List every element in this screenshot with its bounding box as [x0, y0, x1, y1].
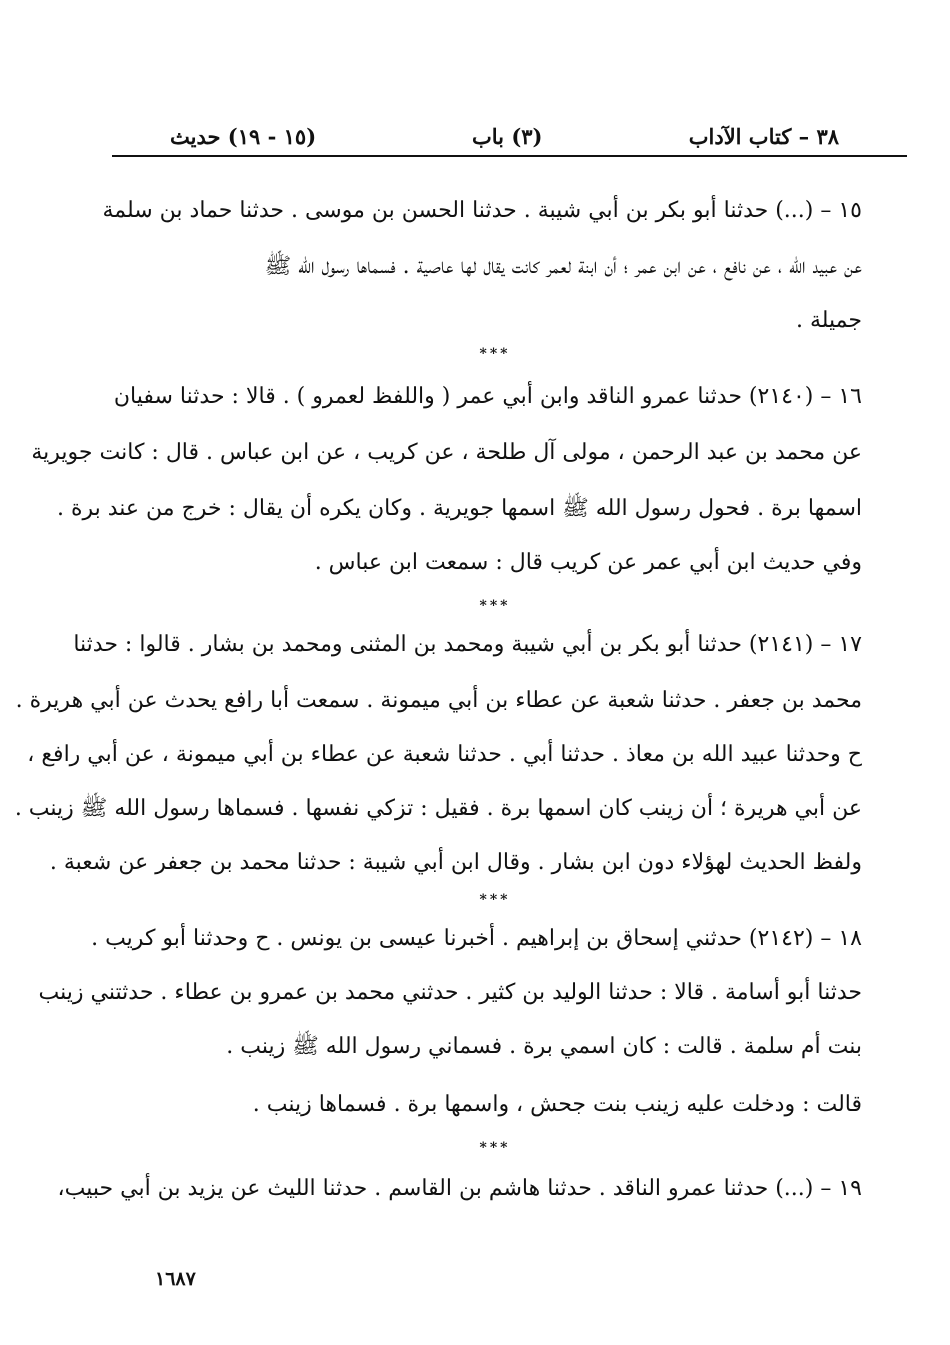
- text-line: ١٧ – (٢١٤١) حدثنا أبو بكر بن أبي شيبة ومحمد بن المثنى ومحمد بن بشار . قالوا : حدثنا: [73, 632, 862, 657]
- text-line: عن عبيد الله ، عن نافع ، عن ابن عمر ؛ أن ابنة لعمر كانت يقال لها عاصية . فسماها رسول الله ﷺ: [264, 254, 862, 279]
- section-separator: ***: [479, 346, 511, 362]
- section-separator: ***: [479, 892, 511, 908]
- text-line: قالت : ودخلت عليه زينب بنت جحش ، واسمها برة . فسماها زينب .: [252, 1092, 862, 1117]
- text-line: ١٩ – (...) حدثنا عمرو الناقد . حدثنا هاشم بن القاسم . حدثنا الليث عن يزيد بن أبي حبيب،: [57, 1176, 862, 1201]
- chapter-header: (٣) باب: [472, 124, 543, 149]
- text-line: ١٨ – (٢١٤٢) حدثني إسحاق بن إبراهيم . أخبرنا عيسى بن يونس . ح وحدثنا أبو كريب .: [91, 926, 862, 951]
- text-line: ١٥ – (...) حدثنا أبو بكر بن أبي شيبة . حدثنا الحسن بن موسى . حدثنا حماد بن سلمة: [102, 198, 862, 223]
- section-separator: ***: [479, 598, 511, 614]
- running-header: [112, 118, 907, 156]
- text-line: ١٦ – (٢١٤٠) حدثنا عمرو الناقد وابن أبي عمر ( واللفظ لعمرو ) . قالا : حدثنا سفيان: [113, 384, 862, 409]
- text-line: عن محمد بن عبد الرحمن ، مولى آل طلحة ، عن كريب ، عن ابن عباس . قال : كانت جويرية: [31, 440, 862, 465]
- text-line: محمد بن جعفر . حدثنا شعبة عن عطاء بن أبي ميمونة . سمعت أبا رافع يحدث عن أبي هريرة .: [15, 688, 862, 713]
- text-line: عن أبي هريرة ؛ أن زينب كان اسمها برة . فقيل : تزكي نفسها . فسماها رسول الله ﷺ زينب .: [14, 796, 862, 821]
- text-line: اسمها برة . فحول رسول الله ﷺ اسمها جويرية . وكان يكره أن يقال : خرج من عند برة .: [56, 496, 862, 521]
- text-line: حدثنا أبو أسامة . قالا : حدثنا الوليد بن كثير . حدثني محمد بن عمرو بن عطاء . حدثتني زينب: [38, 980, 862, 1005]
- page-number: ١٦٨٧: [155, 1268, 196, 1290]
- text-line: ح وحدثنا عبيد الله بن معاذ . حدثنا أبي . حدثنا شعبة عن عطاء بن أبي ميمونة ، عن أبي رافع ،: [27, 742, 862, 767]
- header-rule: [112, 155, 907, 157]
- section-separator: ***: [479, 1140, 511, 1156]
- text-line: بنت أم سلمة . قالت : كان اسمي برة . فسماني رسول الله ﷺ زينب .: [226, 1034, 862, 1059]
- book-title-header: ٣٨ – كتاب الآداب: [688, 124, 839, 149]
- text-line: وفي حديث ابن أبي عمر عن كريب قال : سمعت ابن عباس .: [314, 550, 862, 575]
- hadith-range-header: (١٥ - ١٩) حديث: [170, 124, 317, 149]
- text-line: ولفظ الحديث لهؤلاء دون ابن بشار . وقال ابن أبي شيبة : حدثنا محمد بن جعفر عن شعبة .: [49, 850, 862, 875]
- text-line: جميلة .: [795, 308, 862, 333]
